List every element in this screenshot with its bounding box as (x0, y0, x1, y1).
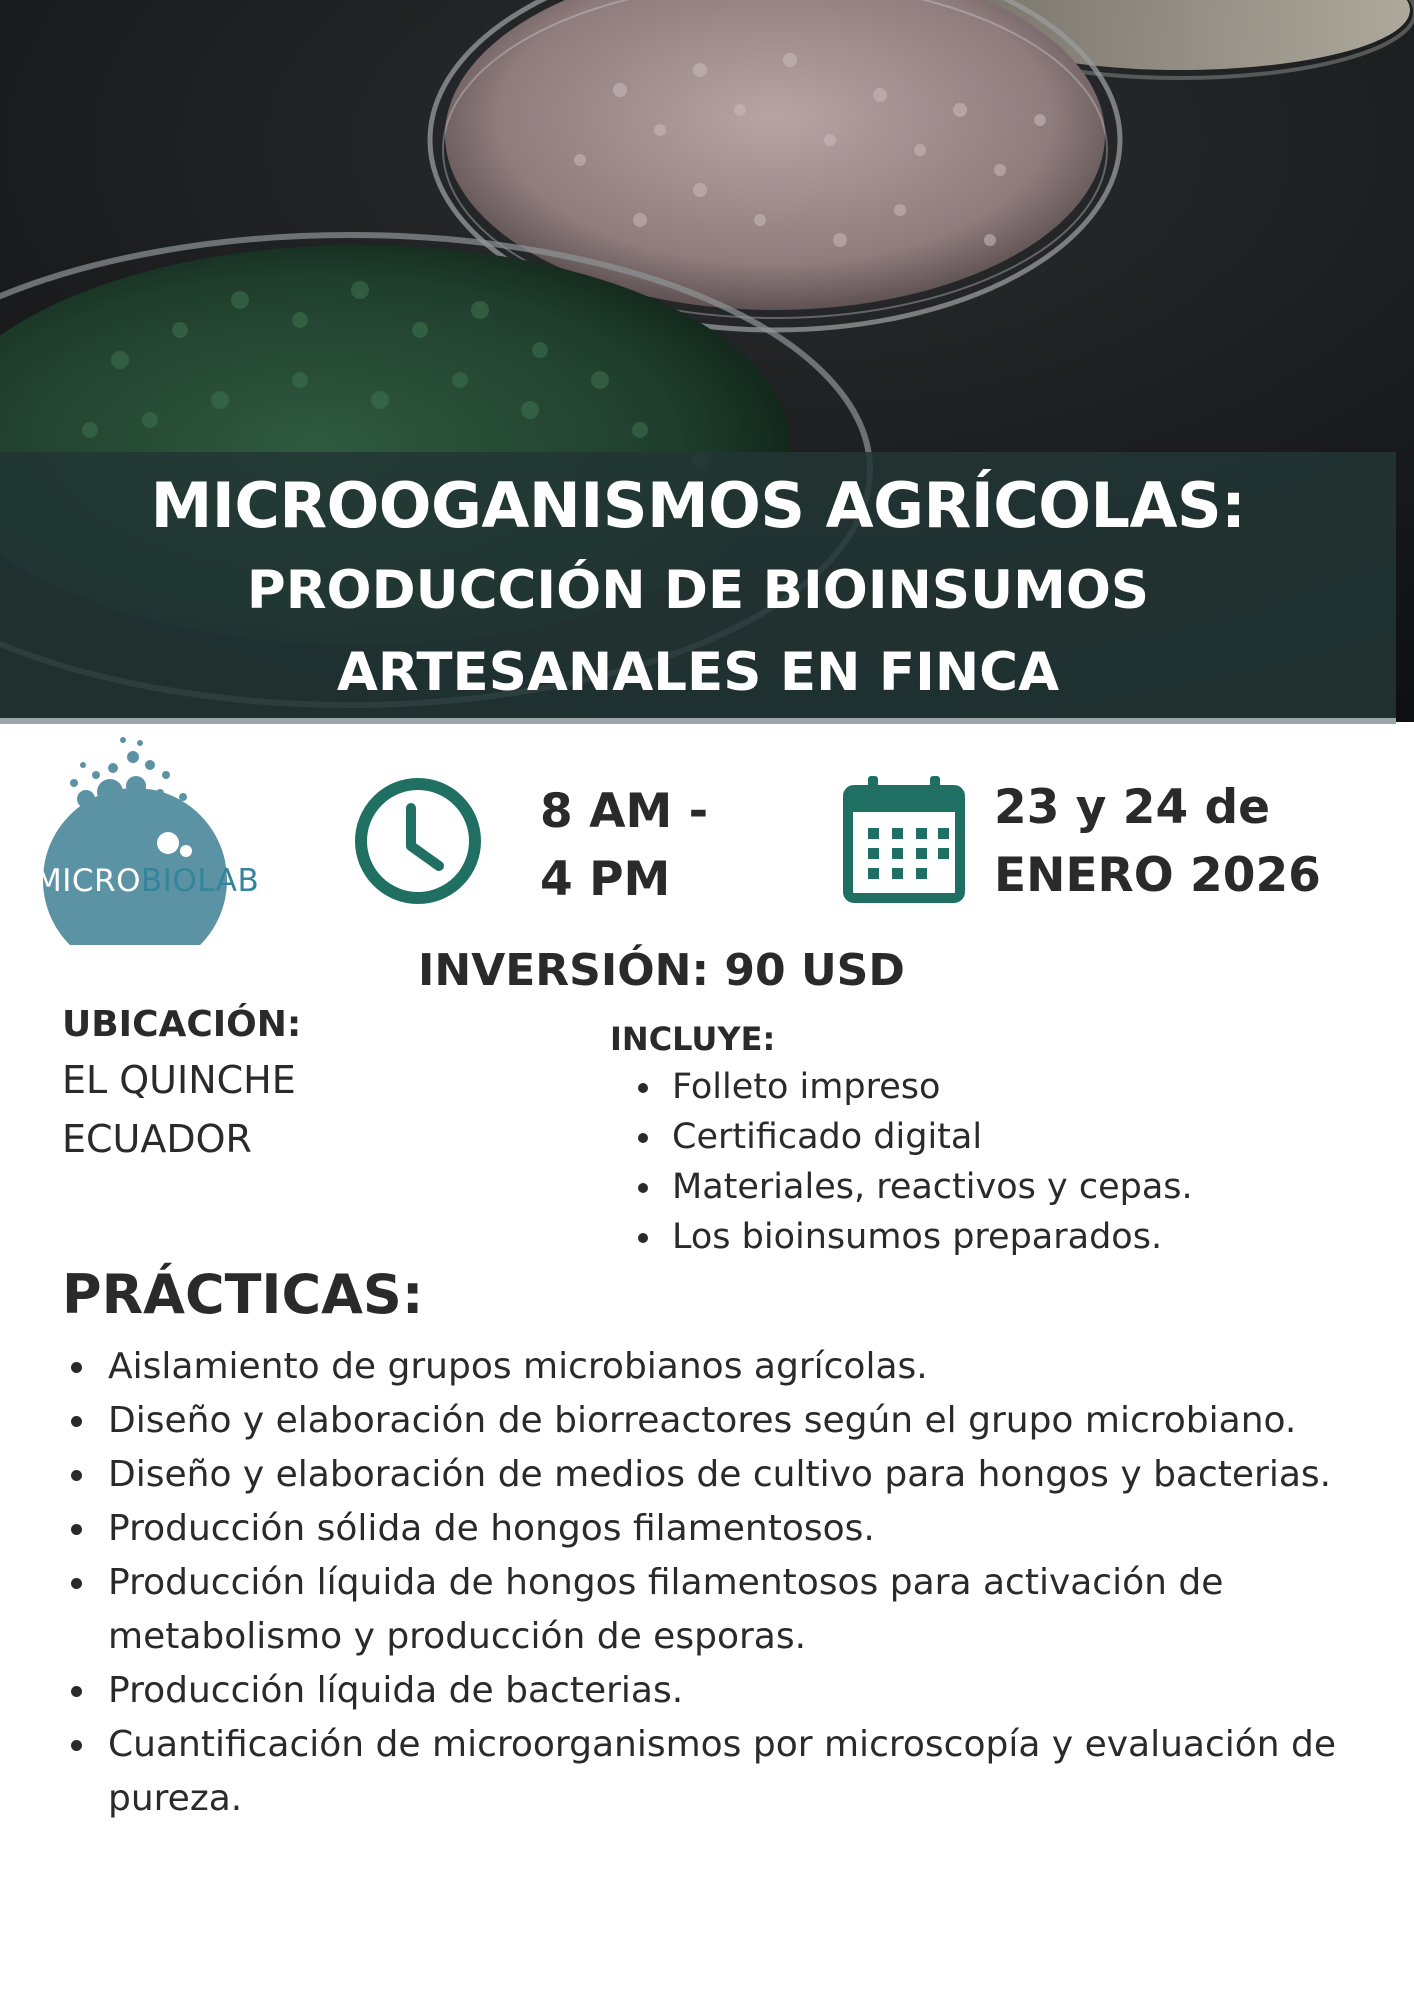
list-item: Producción líquida de hongos filamentosos para activación de metabolismo y producción de esporas. (66, 1556, 1378, 1664)
logo-bubbles-icon (18, 735, 298, 945)
logo-text-biolab: BIOLAB (140, 863, 260, 899)
schedule-date (994, 774, 1321, 910)
investment-price: INVERSIÓN: 90 USD (418, 945, 905, 996)
list-item: Producción sólida de hongos filamentosos. (66, 1502, 1378, 1556)
course-title-line1: MICROOGANISMOS AGRÍCOLAS: (150, 469, 1246, 542)
list-item: Aislamiento de grupos microbianos agrícolas. (66, 1340, 1378, 1394)
includes-list (636, 1062, 1193, 1262)
list-item: Folleto impreso (636, 1062, 1193, 1112)
list-item: Cuantificación de microorganismos por microscopía y evaluación de pureza. (66, 1718, 1378, 1826)
title-band (0, 452, 1396, 720)
time-line1: 8 AM - (540, 784, 709, 839)
list-item: Certificado digital (636, 1112, 1193, 1162)
list-item: Diseño y elaboración de medios de cultivo para hongos y bacterias. (66, 1448, 1378, 1502)
list-item: Los bioinsumos preparados. (636, 1212, 1193, 1262)
course-title-line2: PRODUCCIÓN DE BIOINSUMOS (246, 560, 1150, 621)
time-line2: 4 PM (540, 852, 671, 907)
location-heading: UBICACIÓN: (62, 1004, 302, 1045)
clock-icon (353, 776, 483, 906)
course-title-line3: ARTESANALES EN FINCA (336, 642, 1060, 703)
list-item: Materiales, reactivos y cepas. (636, 1162, 1193, 1212)
date-line1: 23 y 24 de (994, 780, 1271, 835)
location-city: EL QUINCHE (62, 1058, 296, 1102)
location-country: ECUADOR (62, 1117, 252, 1161)
includes-heading: INCLUYE: (610, 1020, 776, 1058)
list-item: Producción líquida de bacterias. (66, 1664, 1378, 1718)
calendar-icon (842, 774, 966, 904)
practices-heading: PRÁCTICAS: (62, 1263, 424, 1326)
logo-wordmark (35, 863, 259, 899)
date-line2: ENERO 2026 (994, 848, 1321, 903)
logo-text-micro: MICRO (35, 863, 141, 899)
hero-banner (0, 0, 1414, 722)
microbiolab-logo (18, 735, 298, 945)
title-divider (0, 718, 1396, 724)
schedule-time (540, 778, 708, 914)
practices-list (66, 1340, 1366, 1826)
list-item: Diseño y elaboración de biorreactores según el grupo microbiano. (66, 1394, 1378, 1448)
